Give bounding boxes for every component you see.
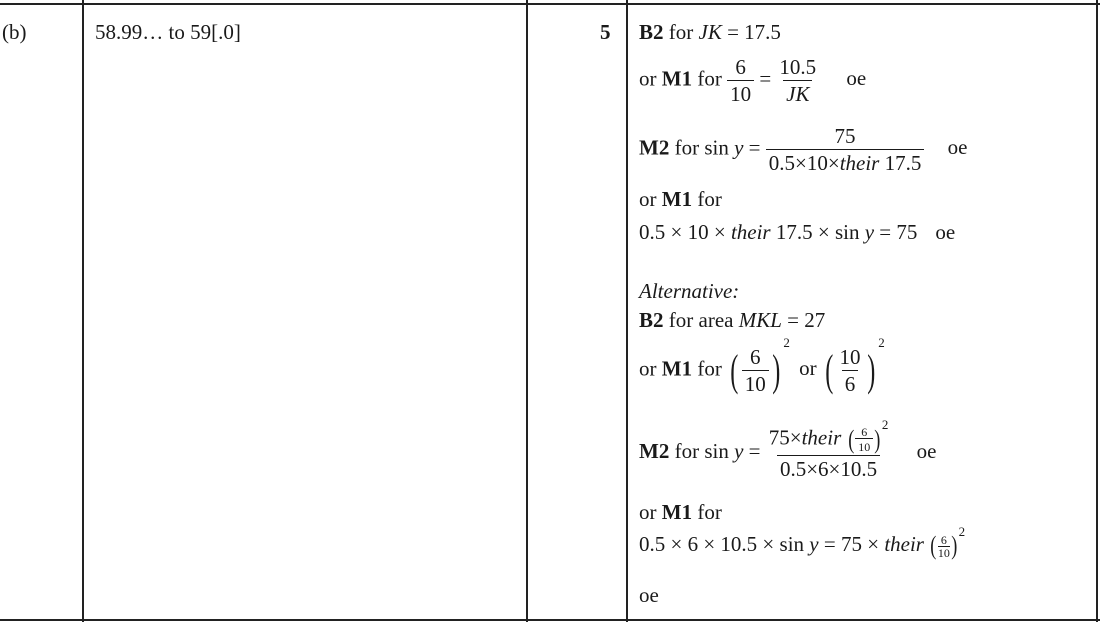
answer-cell: 58.99… to 59[.0] <box>95 20 241 44</box>
guidance-b2-area-mkl: B2 for area MKL = 27 <box>639 308 826 332</box>
fraction-10-5-over-jk: $\frac{10.5}{JK}$ <box>779 55 817 107</box>
guidance-m1-for-b: or M1 for <box>639 500 722 524</box>
alternative-heading: Alternative: <box>639 279 740 303</box>
guidance-b2-jk: B2 for JK = 17.5 <box>639 20 781 44</box>
fraction-6-over-10: $\frac{6}{10}$ <box>727 56 754 105</box>
guidance-m1-scale-factor: or M1 for ( $\frac{6}{10}$ )$^2$ or ( $\frac{10}{6}$ )$^2$ <box>639 335 885 397</box>
table-right-border <box>1096 0 1098 622</box>
marks-cell: 5 <box>600 20 611 44</box>
table-bottom-border <box>0 619 1100 621</box>
fraction-alt-sin-y: 75×their ( $\frac{6}{10}$ )$^2$ 0.5×6×10.5 <box>768 417 889 482</box>
guidance-m1-ratio: or M1 for $\frac{6}{10}$ = $\frac{10.5}{JK}$ oe <box>639 55 867 107</box>
guidance-alt-area-equation: 0.5 × 6 × 10.5 × sin y = 75 × their ( $\frac{6}{10}$ )$^2$ <box>639 524 966 560</box>
column-divider-part <box>82 0 84 622</box>
column-divider-answer <box>526 0 528 622</box>
column-divider-marks <box>626 0 628 622</box>
guidance-area-equation: 0.5 × 10 × their 17.5 × sin y = 75 oe <box>639 220 956 244</box>
table-top-border <box>0 3 1100 5</box>
fraction-75-over-area: $\frac{75}{\text{0.5×10×their 17.5}}$ <box>766 125 925 174</box>
part-label: (b) <box>2 20 27 44</box>
guidance-oe-final: oe <box>639 583 659 607</box>
guidance-m1-for-a: or M1 for <box>639 187 722 211</box>
guidance-m2-sin-y-alt: M2 for sin y = 75×their ( $\frac{6}{10}$ )$^2$ 0.5×6×10.5 oe <box>639 417 937 482</box>
guidance-m2-sin-y: M2 for sin y = $\frac{75}{\text{0.5×10×their 17.5}}$ oe <box>639 124 968 176</box>
